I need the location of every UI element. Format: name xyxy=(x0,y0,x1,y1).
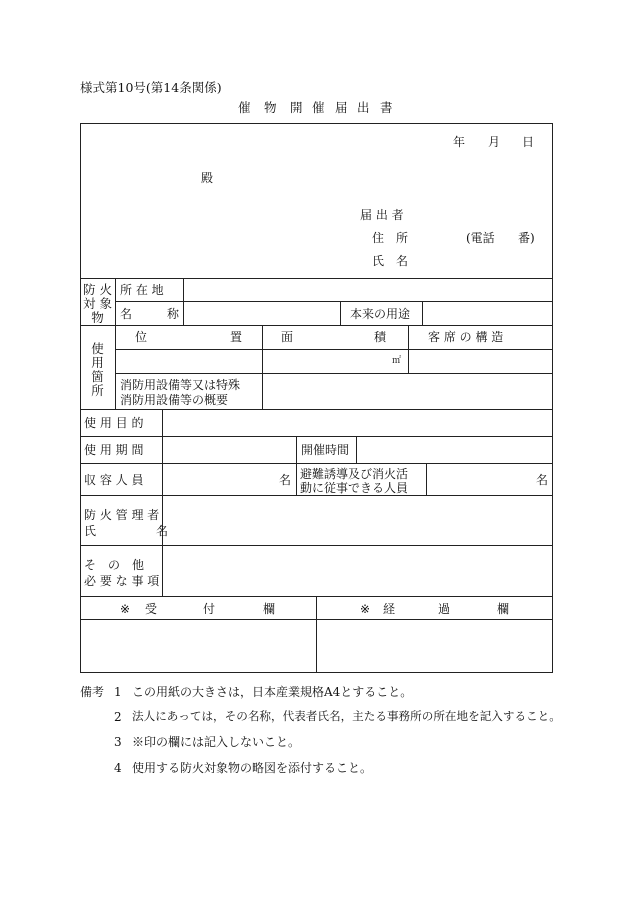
area-label-2: 積 xyxy=(374,330,387,344)
location-label: 所 在 地 xyxy=(120,283,164,297)
address-label: 住 所 xyxy=(372,231,409,245)
position-label-2: 置 xyxy=(230,330,243,344)
note-text: 法人にあっては，その名称，代表者氏名，主たる事務所の所在地を記入すること。 xyxy=(132,709,561,723)
position-label-1: 位 xyxy=(135,330,148,344)
name-label: 氏 名 xyxy=(372,254,409,268)
note-num: 1 xyxy=(114,685,122,699)
fire-target-group-label: 防 火 対 象 物 xyxy=(83,282,112,326)
area-unit: ㎡ xyxy=(392,356,402,366)
area-label-1: 面 xyxy=(281,330,294,344)
addressee-suffix: 殿 xyxy=(201,171,214,185)
capacity-label: 収 容 人 員 xyxy=(84,473,144,487)
evac-staff-label: 避難誘導及び消火活 動に従事できる人員 xyxy=(300,467,409,496)
note-num: 3 xyxy=(114,735,122,749)
fire-manager-label: 防 火 管 理 者 氏 名 xyxy=(84,508,169,539)
purpose-label: 使 用 目 的 xyxy=(84,416,144,430)
capacity-unit: 名 xyxy=(279,473,292,487)
building-name-label-1: 名 xyxy=(120,307,133,321)
phone-label-close: 番) xyxy=(518,231,535,245)
note-num: 2 xyxy=(114,710,122,724)
usage-area-group-label: 使 用 箇 所 xyxy=(91,341,104,399)
date-month: 月 xyxy=(488,135,501,149)
form-code: 様式第10号(第14条関係) xyxy=(80,80,222,95)
note-text: ※印の欄には記入しないこと。 xyxy=(132,735,301,749)
phone-label-open: (電話 xyxy=(466,231,495,245)
note-num: 4 xyxy=(114,761,122,775)
other-label: そ の 他 必 要 な 事 項 xyxy=(84,558,160,589)
event-time-label: 開催時間 xyxy=(301,443,350,457)
note-text: この用紙の大きさは，日本産業規格A4とすること。 xyxy=(132,685,413,699)
note-text: 使用する防火対象物の略図を添付すること。 xyxy=(132,761,373,775)
seating-label: 客 席 の 構 造 xyxy=(428,330,504,344)
equipment-label: 消防用設備等又は特殊 消防用設備等の概要 xyxy=(120,378,241,407)
date-day: 日 xyxy=(522,135,535,149)
date-year: 年 xyxy=(453,135,466,149)
original-use-label: 本来の用途 xyxy=(350,307,411,321)
notifier-label: 届 出 者 xyxy=(360,208,404,222)
building-name-label-2: 称 xyxy=(167,307,180,321)
period-label: 使 用 期 間 xyxy=(84,443,144,457)
evac-unit: 名 xyxy=(536,473,549,487)
notes-label: 備考 xyxy=(80,685,105,699)
